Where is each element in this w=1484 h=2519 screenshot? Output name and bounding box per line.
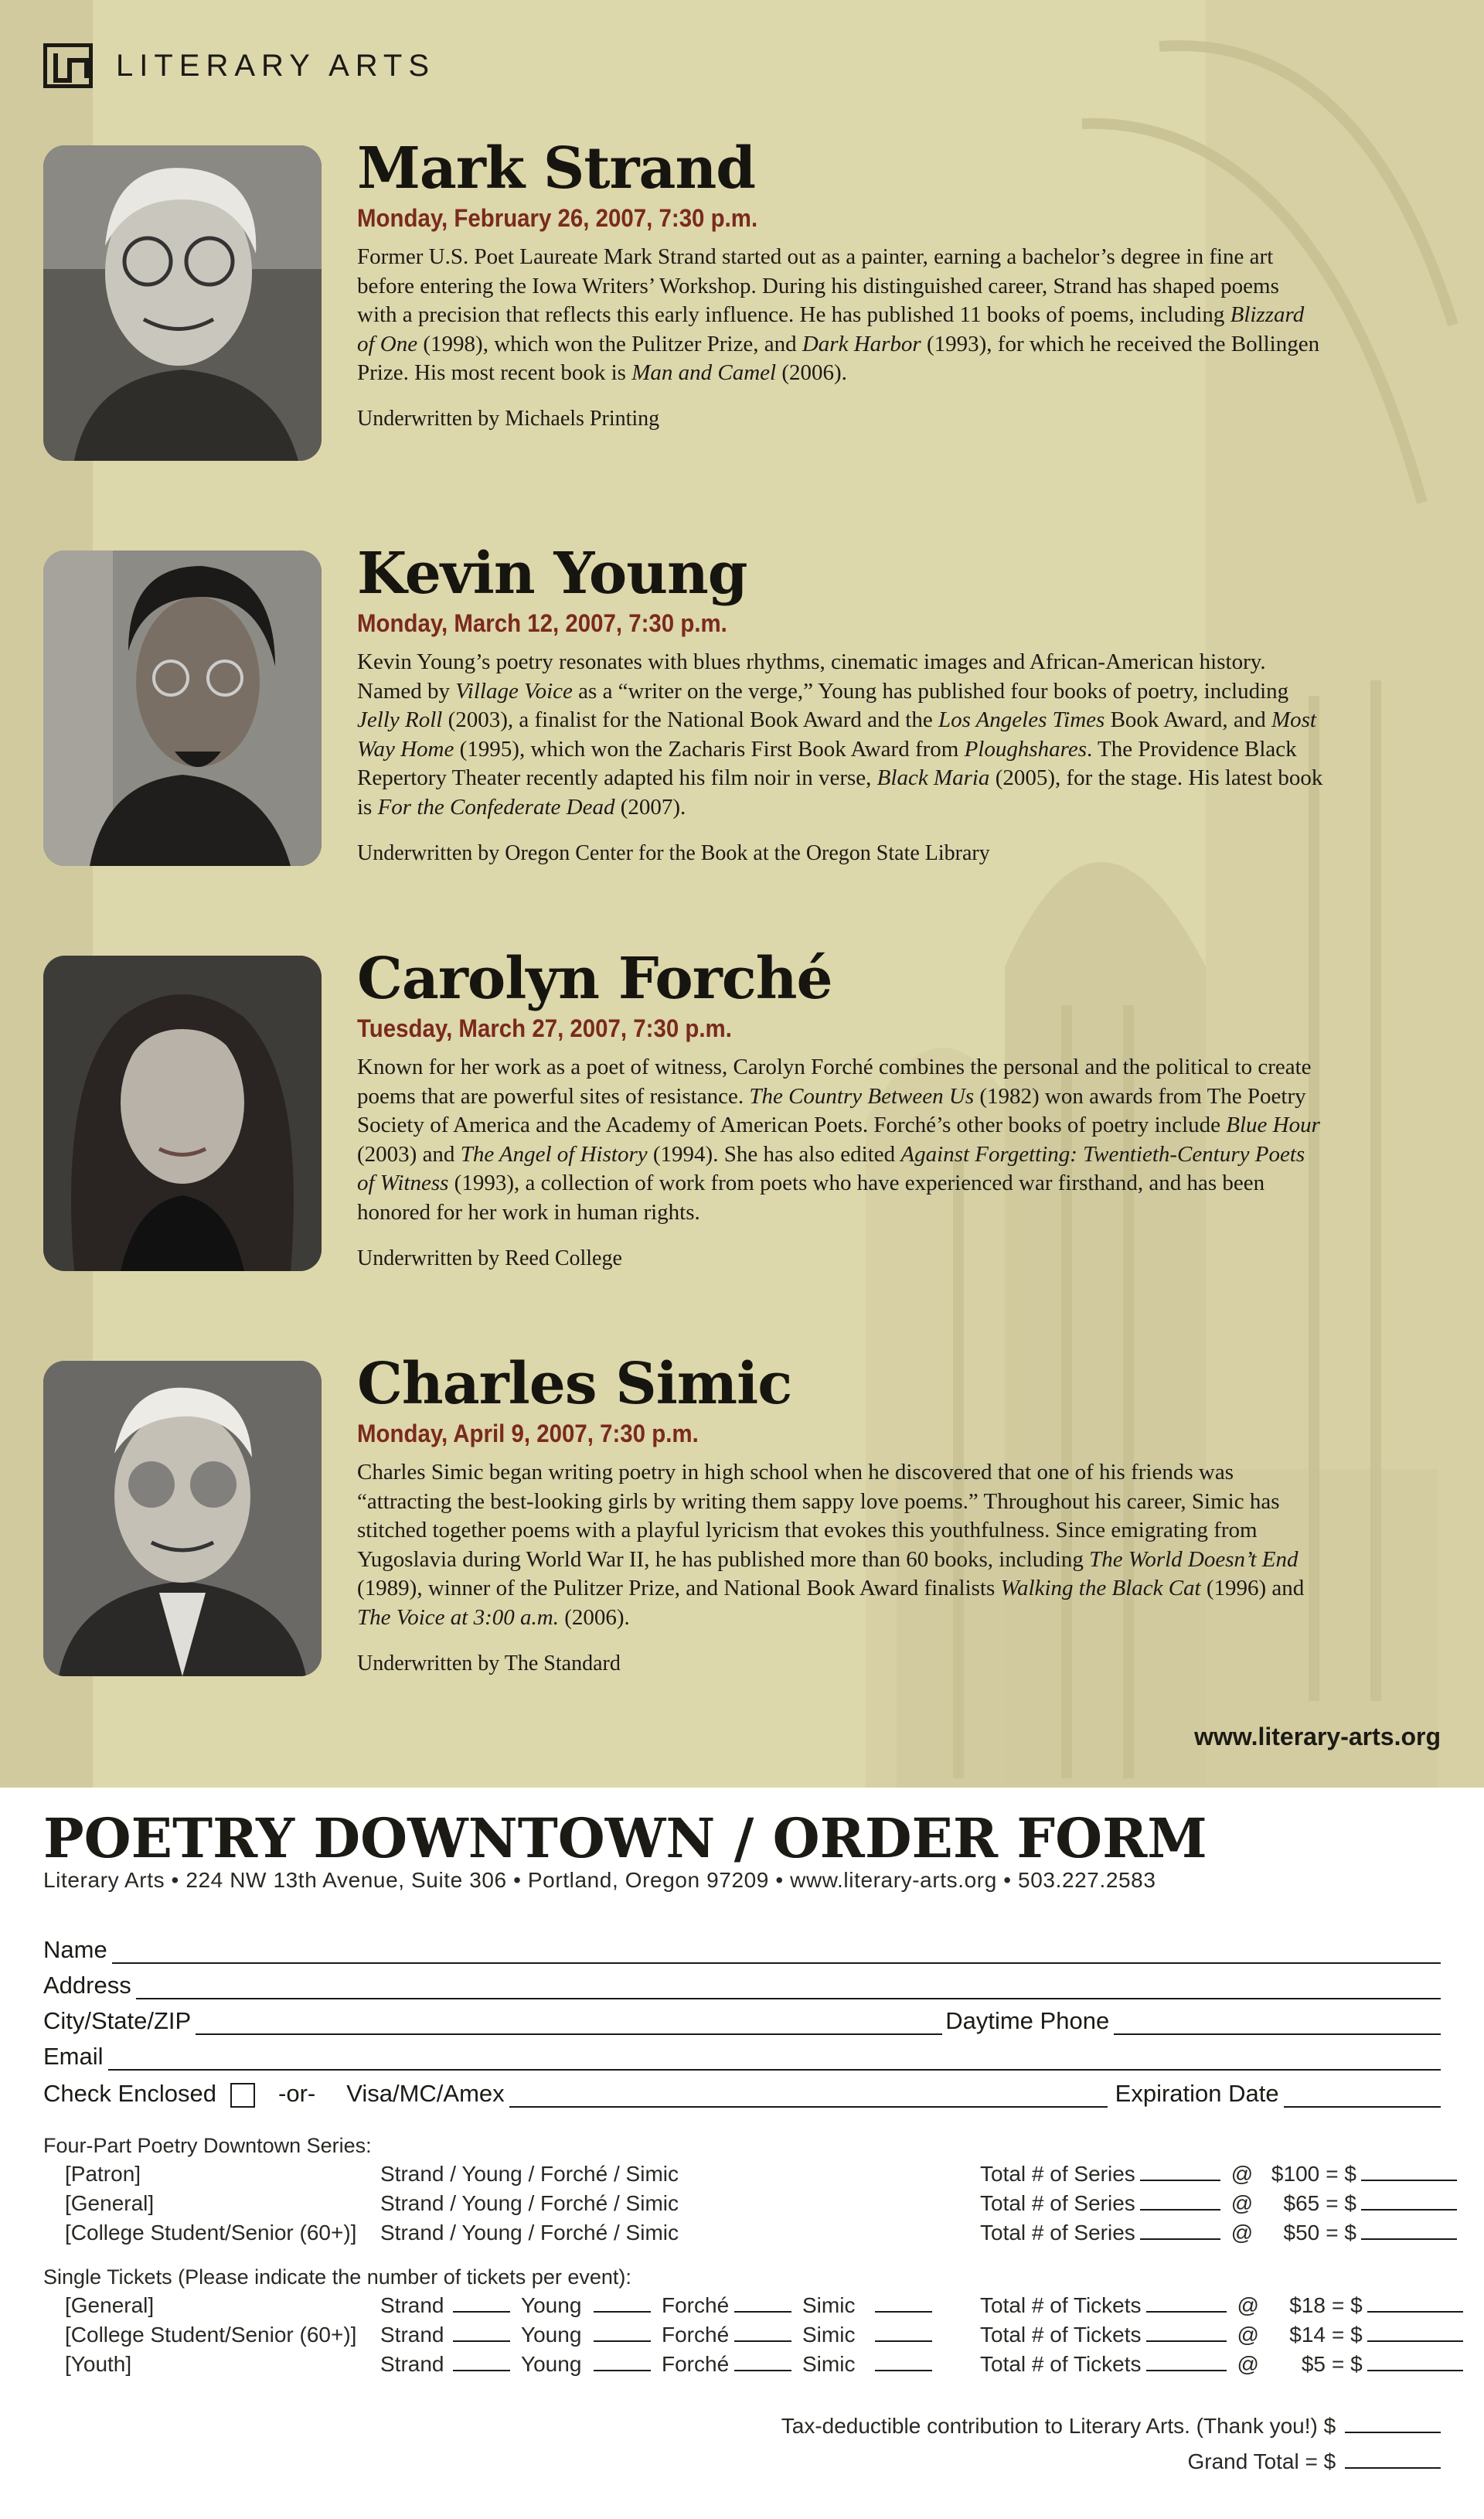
price: $50 (1283, 2221, 1320, 2245)
book-title: For the Confederate Dead (377, 794, 615, 820)
event-label: Simic (802, 2323, 856, 2347)
subtotal-field[interactable] (1367, 2353, 1463, 2371)
at-sign: @ (1237, 2352, 1259, 2376)
name-field[interactable] (112, 1939, 1441, 1964)
underwriter: Underwritten by The Standard (357, 1651, 621, 1675)
bio-text: Charles Simic began writing poetry in high school when he discovered that one of his friends was “attracting the best-looking girls by writing them sappy love poems.” Throughout his career, Simic has stitched together poems with a playful lyricism that evokes this youthfulness. Since emigrating from Yugoslavia during World War II, he has published more than 60 books, including (357, 1460, 1280, 1572)
ticket-category: [Youth] (65, 2352, 132, 2376)
total-block (980, 2352, 1463, 2377)
poet-name: Mark Strand (357, 135, 755, 202)
city-phone-row (43, 2004, 1441, 2035)
bio-text: as a “writer on the verge,” Young has published four books of poetry, including (572, 678, 1289, 704)
poet-entry (357, 541, 1362, 866)
equals-dollar: = $ (1326, 2221, 1356, 2245)
ticket-category: [General] (65, 2293, 155, 2317)
bio-text: (2006). (558, 1604, 630, 1630)
equals-dollar: = $ (1331, 2352, 1363, 2376)
subtotal-field[interactable] (1367, 2294, 1463, 2313)
address-label: Address (43, 1972, 131, 1999)
book-title: Walking the Black Cat (1000, 1576, 1201, 1601)
contribution-label: Tax-deductible contribution to Literary Arts. (Thank you!) $ (781, 2414, 1336, 2438)
ticket-qty-field[interactable] (594, 2294, 651, 2313)
book-title: Most Way Home (357, 707, 1316, 762)
bio-text: Kevin Young’s poetry resonates with blues rhythms, cinematic images and African-American history. Named by (357, 649, 1266, 704)
name-row (43, 1933, 1441, 1964)
book-title: Dark Harbor (802, 331, 921, 356)
bio-text: (1996) and (1200, 1576, 1305, 1601)
series-qty-field[interactable] (1140, 2163, 1220, 2181)
event-label: Strand (380, 2293, 444, 2317)
book-title: Man and Camel (631, 360, 777, 386)
ticket-qty-field[interactable] (875, 2294, 932, 2313)
price: $18 (1289, 2293, 1326, 2317)
literary-arts-logo[interactable] (43, 43, 435, 88)
ticket-qty-field[interactable] (734, 2323, 791, 2342)
poet-name: Carolyn Forché (357, 946, 832, 1012)
subtotal-field[interactable] (1367, 2323, 1463, 2342)
event-date: Monday, April 9, 2007, 7:30 p.m. (357, 1420, 699, 1447)
bio-text: Former U.S. Poet Laureate Mark Strand started out as a painter, earning a bachelor’s degree in fine art before entering the Iowa Writers’ Workshop. During his distinguished career, Strand has shaped poems with a precision that reflects this early influence. He has published 11 books of poems, including (357, 244, 1279, 328)
bio-text: (1989), winner of the Pulitzer Prize, and National Book Award finalists (357, 1576, 1001, 1601)
series-events: Strand / Young / Forché / Simic (380, 2221, 679, 2245)
ticket-qty-field[interactable] (734, 2353, 791, 2371)
bio-text: (1994). She has also edited (647, 1141, 901, 1167)
book-title: Jelly Roll (357, 707, 443, 733)
series-category: [Patron] (65, 2162, 141, 2186)
subtotal-field[interactable] (1361, 2192, 1457, 2211)
bio-text: Book Award, and (1104, 707, 1271, 733)
series-category: [General] (65, 2191, 155, 2215)
bio-text: (2003), a finalist for the National Book Award and the (442, 707, 938, 733)
grand-total-label: Grand Total = $ (1187, 2449, 1336, 2473)
ticket-qty-field[interactable] (875, 2353, 932, 2371)
event-label: Forché (662, 2323, 730, 2347)
city-field[interactable] (196, 2010, 942, 2035)
book-title: Blizzard of One (357, 302, 1305, 356)
address-field[interactable] (136, 1975, 1441, 1999)
book-title: The Voice at 3:00 a.m. (357, 1604, 559, 1630)
book-title: Against Forgetting: Twentieth-Century Poets of Witness (357, 1141, 1305, 1196)
website-link[interactable]: www.literary-arts.org (1194, 1723, 1441, 1750)
ticket-qty-field[interactable] (594, 2323, 651, 2342)
literary-arts-logo-icon (43, 43, 93, 88)
ticket-qty-field[interactable] (734, 2294, 791, 2313)
book-title: Ploughshares (964, 736, 1087, 762)
price: $5 (1301, 2352, 1326, 2376)
underwriter: Underwritten by Michaels Printing (357, 406, 660, 431)
form-title: POETRY DOWNTOWN / ORDER FORM (43, 1806, 1207, 1870)
name-label: Name (43, 1936, 107, 1963)
tickets-qty-field[interactable] (1146, 2353, 1227, 2371)
event-label: Young (521, 2323, 582, 2347)
book-title: Village Voice (455, 678, 573, 704)
poet-entry (357, 946, 1362, 1271)
equals-dollar: = $ (1331, 2323, 1363, 2347)
bio-text: (1998), which won the Pulitzer Prize, and (417, 331, 802, 356)
address-row (43, 1969, 1441, 1999)
tickets-qty-field[interactable] (1146, 2294, 1227, 2313)
bio-text: (2006). (776, 360, 847, 386)
book-title: The Country Between Us (749, 1083, 975, 1109)
ticket-qty-field[interactable] (875, 2323, 932, 2342)
poet-entry (357, 136, 1362, 431)
bio-text: (1995), which won the Zacharis First Book Award from (454, 736, 965, 762)
poet-bio (357, 648, 1323, 823)
series-events: Strand / Young / Forché / Simic (380, 2162, 679, 2186)
event-date: Monday, February 26, 2007, 7:30 p.m. (357, 204, 758, 232)
underwriter: Underwritten by Reed College (357, 1246, 622, 1270)
underwriter: Underwritten by Oregon Center for the Book at the Oregon State Library (357, 840, 990, 865)
price: $100 (1271, 2162, 1320, 2186)
ticket-events (380, 2293, 943, 2318)
card-number-field[interactable] (509, 2083, 1108, 2108)
check-label: Check Enclosed (43, 2080, 217, 2107)
charles-simic-photo (43, 1361, 322, 1676)
ticket-category: [College Student/Senior (60+)] (65, 2323, 357, 2347)
grand-total-field[interactable] (1345, 2450, 1441, 2469)
equals-dollar: = $ (1326, 2191, 1356, 2215)
series-events: Strand / Young / Forché / Simic (380, 2191, 679, 2215)
book-title: Black Maria (876, 765, 990, 791)
email-row (43, 2040, 1441, 2071)
payment-row (43, 2077, 1441, 2108)
carolyn-forche-photo (43, 956, 322, 1271)
at-sign: @ (1230, 2191, 1254, 2215)
logo-text: LITERARY ARTS (116, 48, 436, 83)
event-label: Young (521, 2293, 582, 2317)
email-field[interactable] (108, 2046, 1441, 2071)
contribution-field[interactable] (1345, 2415, 1441, 2433)
phone-label: Daytime Phone (945, 2007, 1110, 2034)
expiration-label: Expiration Date (1115, 2080, 1279, 2107)
mark-strand-photo (43, 145, 322, 461)
bio-text: (2005), for the stage. His latest book is (357, 765, 1323, 820)
total-label: Total # of Series (980, 2162, 1135, 2186)
total-block (980, 2221, 1457, 2245)
event-label: Simic (802, 2293, 856, 2317)
bio-text: (1982) won awards from The Poetry Society of America and the Academy of American Poets. Forché’s other books of poetry include (357, 1083, 1306, 1138)
ticket-qty-field[interactable] (594, 2353, 651, 2371)
event-date: Tuesday, March 27, 2007, 7:30 p.m. (357, 1014, 732, 1042)
bio-text: (2007). (614, 794, 686, 820)
expiration-field[interactable] (1284, 2083, 1441, 2108)
total-label: Total # of Tickets (980, 2352, 1142, 2376)
order-form (0, 1788, 1484, 2519)
equals-dollar: = $ (1326, 2162, 1356, 2186)
bio-text: Known for her work as a poet of witness, Carolyn Forché combines the personal and the political to create poems that are powerful sites of resistance. (357, 1055, 1312, 1109)
event-label: Simic (802, 2352, 856, 2376)
book-title: The World Doesn’t End (1089, 1546, 1298, 1572)
subtotal-field[interactable] (1361, 2163, 1457, 2181)
bio-text: . The Providence Black Repertory Theater recently adapted his film noir in verse, (357, 736, 1297, 791)
form-address: Literary Arts • 224 NW 13th Avenue, Suite 306 • Portland, Oregon 97209 • www.literary-arts.org • 503.227.2583 (43, 1868, 1156, 1892)
price: $65 (1283, 2191, 1320, 2215)
total-label: Total # of Tickets (980, 2323, 1142, 2347)
series-heading: Four-Part Poetry Downtown Series: (43, 2134, 372, 2157)
poet-name: Kevin Young (357, 540, 747, 607)
phone-field[interactable] (1114, 2010, 1441, 2035)
bio-text: (1993), a collection of work from poets who have experienced war firsthand, and has been honored for her work in human rights. (357, 1171, 1265, 1225)
at-sign: @ (1237, 2293, 1259, 2317)
email-label: Email (43, 2043, 104, 2070)
grand-total-row (1187, 2449, 1441, 2474)
or-label: -or- (278, 2080, 316, 2107)
series-qty-field[interactable] (1140, 2221, 1220, 2240)
equals-dollar: = $ (1331, 2293, 1363, 2317)
at-sign: @ (1230, 2221, 1254, 2245)
poet-bio (357, 1458, 1323, 1633)
ticket-qty-field[interactable] (453, 2294, 510, 2313)
bio-text: (2003) and (357, 1141, 461, 1167)
card-label: Visa/MC/Amex (346, 2080, 505, 2107)
poet-bio (357, 243, 1323, 388)
total-block (980, 2293, 1463, 2318)
event-label: Young (521, 2352, 582, 2376)
event-date: Monday, March 12, 2007, 7:30 p.m. (357, 609, 727, 637)
event-label: Forché (662, 2352, 730, 2376)
total-label: Total # of Series (980, 2191, 1135, 2215)
kevin-young-photo (43, 550, 322, 866)
book-title: Blue Hour (1226, 1113, 1320, 1138)
event-label: Strand (380, 2323, 444, 2347)
tickets-qty-field[interactable] (1146, 2323, 1227, 2342)
at-sign: @ (1230, 2162, 1254, 2186)
poet-bio (357, 1053, 1323, 1228)
check-enclosed-checkbox[interactable] (230, 2083, 255, 2108)
ticket-events (380, 2352, 943, 2377)
single-heading: Single Tickets (Please indicate the number of tickets per event): (43, 2265, 631, 2289)
poet-name: Charles Simic (357, 1351, 792, 1417)
at-sign: @ (1237, 2323, 1259, 2347)
ticket-qty-field[interactable] (453, 2323, 510, 2342)
bio-text: (1993), for which he received the Bollingen Prize. His most recent book is (357, 331, 1320, 386)
subtotal-field[interactable] (1361, 2221, 1457, 2240)
total-block (980, 2162, 1457, 2187)
book-title: The Angel of History (460, 1141, 648, 1167)
event-label: Forché (662, 2293, 730, 2317)
event-label: Strand (380, 2352, 444, 2376)
contribution-row (781, 2414, 1441, 2439)
book-title: Los Angeles Times (938, 707, 1105, 733)
ticket-events (380, 2323, 943, 2347)
ticket-qty-field[interactable] (453, 2353, 510, 2371)
total-label: Total # of Series (980, 2221, 1135, 2245)
total-label: Total # of Tickets (980, 2293, 1142, 2317)
series-qty-field[interactable] (1140, 2192, 1220, 2211)
city-label: City/State/ZIP (43, 2007, 192, 2034)
poet-entry (357, 1352, 1362, 1676)
price: $14 (1289, 2323, 1326, 2347)
series-category: [College Student/Senior (60+)] (65, 2221, 357, 2245)
total-block (980, 2191, 1457, 2216)
total-block (980, 2323, 1463, 2347)
